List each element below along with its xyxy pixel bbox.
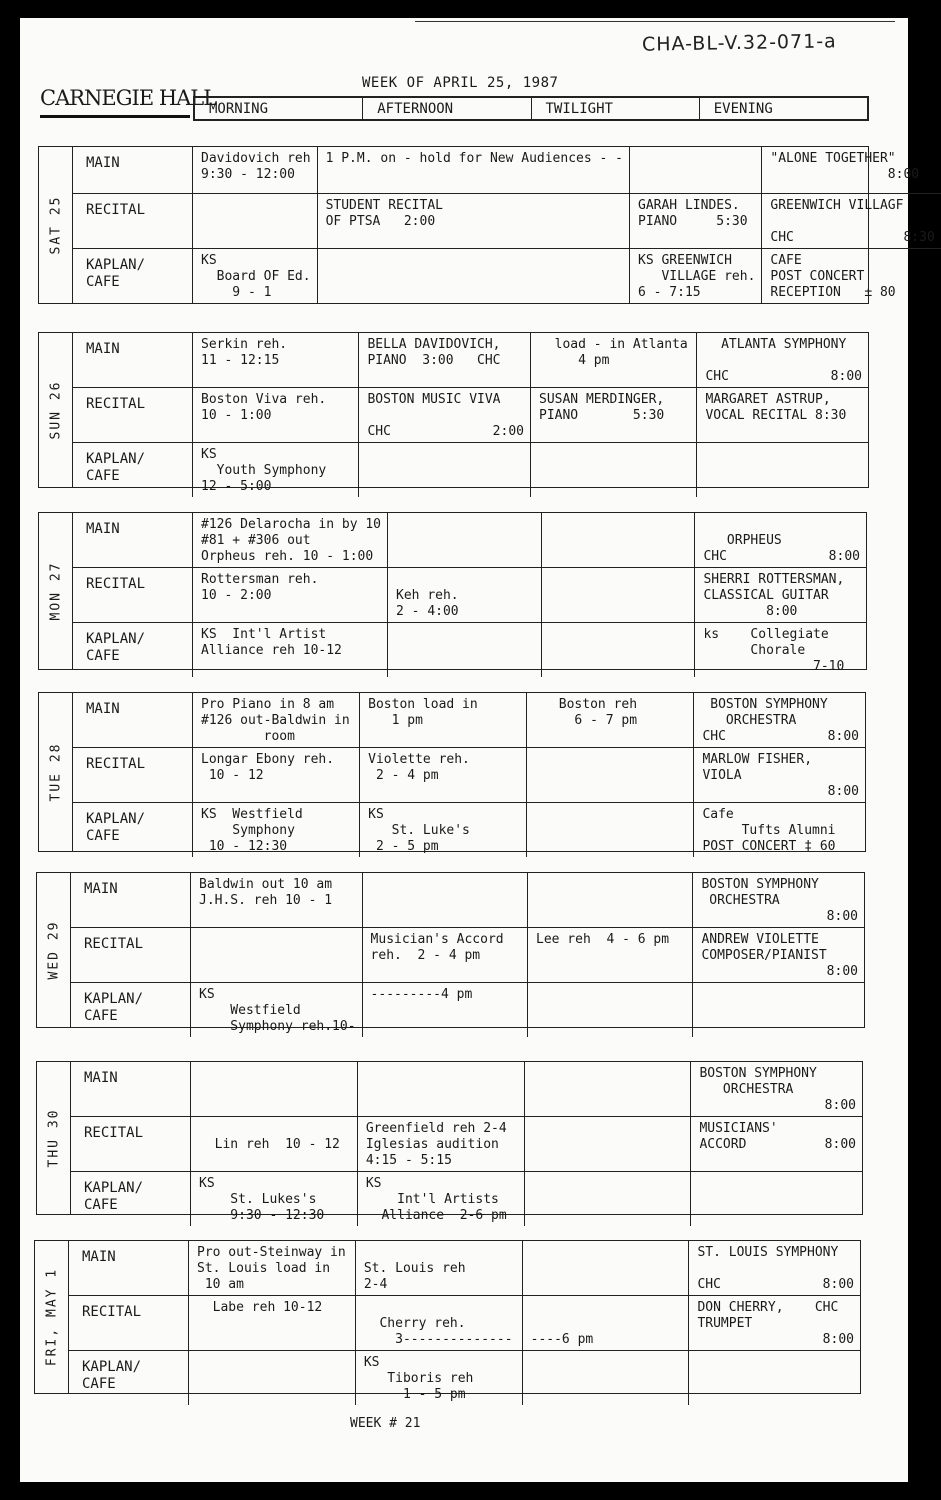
schedule-cell: "ALONE TOGETHER" 8:00 [761,147,940,193]
schedule-cell: Keh reh. 2 - 4:00 [387,567,541,622]
schedule-cell: ---------4 pm [362,982,527,1037]
day-grid [72,513,866,674]
schedule-cell: ks Collegiate Chorale 7-10 [694,622,866,677]
schedule-cell: Boston reh 6 - 7 pm [526,693,693,747]
logo-underline [40,115,190,118]
day-grid [70,1062,862,1223]
day-grid [68,1241,860,1402]
schedule-cell [192,193,317,248]
schedule-cell: KS Int'l Artist Alliance reh 10-12 [192,622,387,677]
room-label: MAIN [84,881,118,897]
schedule-cell: BELLA DAVIDOVICH, PIANO 3:00 CHC [358,333,530,387]
schedule-cell [530,442,696,497]
day-label [39,333,73,487]
schedule-cell [387,513,541,567]
schedule-cell [357,1062,524,1116]
schedule-cell: 1 P.M. on - hold for New Audiences - - [317,147,629,193]
day-label [39,693,73,851]
day-label-text: MON 27 [48,561,63,621]
schedule-cell: ST. LOUIS SYMPHONY CHC 8:00 [688,1241,860,1295]
column-header [193,96,869,121]
room-label: KAPLAN/ CAFE [72,802,192,857]
day-block [38,512,867,674]
schedule-cell: KS Board OF Ed. 9 - 1 [192,248,317,303]
room-label: RECITAL [68,1295,188,1350]
schedule-cell [696,442,868,497]
schedule-cell [688,1350,860,1405]
room-label: KAPLAN/ CAFE [72,248,192,303]
schedule-cell: GREENWICH VILLAGF CHC 8:30 [761,193,940,248]
schedule-cell: Cherry reh. 3-------------- [355,1295,522,1350]
column-afternoon: AFTERNOON [362,98,530,119]
room-label: RECITAL [72,567,192,622]
column-evening: EVENING [699,98,867,119]
schedule-cell: ORPHEUS CHC 8:00 [694,513,866,567]
day-block [38,692,866,852]
day-block [38,332,869,494]
room-label: RECITAL [72,747,192,802]
schedule-cell: Rottersman reh. 10 - 2:00 [192,567,387,622]
top-rule [415,21,895,22]
schedule-cell [317,248,629,303]
day-block [34,1240,861,1402]
schedule-cell: Musician's Accord reh. 2 - 4 pm [362,927,527,982]
day-label [35,1241,69,1393]
room-label: KAPLAN/ CAFE [70,1171,190,1226]
room-label: MAIN [86,701,120,717]
room-label: RECITAL [70,927,190,982]
schedule-cell: load - in Atlanta 4 pm [530,333,696,387]
room-label: RECITAL [72,193,192,248]
schedule-cell [527,873,692,927]
schedule-cell [541,622,695,677]
room-label: MAIN [86,521,120,537]
schedule-cell: KS Int'l Artists Alliance 2-6 pm [357,1171,524,1226]
schedule-cell: BOSTON MUSIC VIVA CHC 2:00 [358,387,530,442]
schedule-cell: Cafe Tufts Alumni POST CONCERT ‡ 60 [693,802,865,857]
day-label-text: SUN 26 [48,380,63,440]
schedule-cell: #126 Delarocha in by 10 #81 + #306 out Orpheus reh. 10 - 1:00 [192,513,387,567]
room-label: KAPLAN/ CAFE [72,622,192,677]
day-label-text: FRI, MAY 1 [44,1267,59,1367]
schedule-cell [190,1062,357,1116]
day-block [38,146,935,304]
room-label: MAIN [86,155,120,171]
day-block [36,1061,863,1223]
room-label: RECITAL [72,387,192,442]
day-label [37,873,71,1027]
schedule-cell: Longar Ebony reh. 10 - 12 [192,747,359,802]
schedule-cell: Pro Piano in 8 am #126 out-Baldwin in room [192,693,359,747]
schedule-cell: GARAH LINDES. PIANO 5:30 [629,193,761,248]
day-grid [70,873,864,1034]
schedule-cell [190,927,362,982]
day-label-text: SAT 25 [48,195,63,255]
schedule-cell: Pro out-Steinway in St. Louis load in 10 am [188,1241,355,1295]
schedule-cell: STUDENT RECITAL OF PTSA 2:00 [317,193,629,248]
catalog-number: CHA-BL-V.32-071-a [641,30,837,56]
schedule-cell [522,1350,689,1405]
schedule-cell: Lee reh 4 - 6 pm [527,927,692,982]
day-block [36,872,865,1034]
schedule-cell: SUSAN MERDINGER, PIANO 5:30 [530,387,696,442]
schedule-cell [526,747,693,802]
schedule-cell: MUSICIANS' ACCORD 8:00 [690,1116,862,1171]
day-label-text: TUE 28 [48,742,63,802]
schedule-cell [524,1116,691,1171]
schedule-cell: Boston Viva reh. 10 - 1:00 [192,387,358,442]
schedule-cell: ----6 pm [522,1295,689,1350]
schedule-cell [524,1062,691,1116]
schedule-cell: KS St. Luke's 2 - 5 pm [359,802,526,857]
schedule-cell [629,147,761,193]
schedule-cell: BOSTON SYMPHONY ORCHESTRA 8:00 [690,1062,862,1116]
schedule-cell: Boston load in 1 pm [359,693,526,747]
schedule-cell: ANDREW VIOLETTE COMPOSER/PIANIST 8:00 [692,927,864,982]
day-label-text: THU 30 [46,1108,61,1168]
schedule-cell: KS Youth Symphony 12 - 5:00 [192,442,358,497]
schedule-cell [526,802,693,857]
schedule-cell [541,567,695,622]
schedule-cell: KS Tiboris reh 1 - 5 pm [355,1350,522,1405]
room-label: KAPLAN/ CAFE [68,1350,188,1405]
day-label [39,147,73,303]
schedule-cell: CAFE POST CONCERT RECEPTION ± 80 [761,248,940,303]
schedule-cell: MARLOW FISHER, VIOLA 8:00 [693,747,865,802]
schedule-cell: St. Louis reh 2-4 [355,1241,522,1295]
schedule-cell [387,622,541,677]
day-grid [72,693,865,854]
schedule-cell: KS Westfield Symphony 10 - 12:30 [192,802,359,857]
room-label: KAPLAN/ CAFE [72,442,192,497]
schedule-cell: BOSTON SYMPHONY ORCHESTRA CHC 8:00 [693,693,865,747]
schedule-cell: Greenfield reh 2-4 Iglesias audition 4:15 - 5:15 [357,1116,524,1171]
schedule-cell: ATLANTA SYMPHONY CHC 8:00 [696,333,868,387]
schedule-cell [690,1171,862,1226]
schedule-cell: KS Westfield Symphony reh.10- [190,982,362,1037]
day-label-text: WED 29 [46,920,61,980]
carnegie-hall-logo: CARNEGIE HALL [40,86,217,110]
schedule-cell: KS GREENWICH VILLAGE reh. 6 - 7:15 [629,248,761,303]
room-label: RECITAL [70,1116,190,1171]
schedule-cell: MARGARET ASTRUP, VOCAL RECITAL 8:30 [696,387,868,442]
column-twilight: TWILIGHT [531,98,699,119]
schedule-cell: DON CHERRY, CHC TRUMPET 8:00 [688,1295,860,1350]
schedule-cell: Davidovich reh 9:30 - 12:00 [192,147,317,193]
schedule-cell: KS St. Lukes's 9:30 - 12:30 [190,1171,357,1226]
schedule-cell: Lin reh 10 - 12 [190,1116,357,1171]
schedule-cell: Baldwin out 10 am J.H.S. reh 10 - 1 [190,873,362,927]
day-grid [72,147,935,303]
room-label: MAIN [86,341,120,357]
schedule-cell [527,982,692,1037]
week-of-title: WEEK OF APRIL 25, 1987 [362,75,559,91]
room-label: MAIN [84,1070,118,1086]
schedule-cell: Serkin reh. 11 - 12:15 [192,333,358,387]
room-label: MAIN [82,1249,116,1265]
schedule-cell [541,513,695,567]
day-label [39,513,73,669]
schedule-cell: Violette reh. 2 - 4 pm [359,747,526,802]
column-morning: MORNING [209,101,269,117]
schedule-cell [522,1241,689,1295]
schedule-cell: BOSTON SYMPHONY ORCHESTRA 8:00 [692,873,864,927]
schedule-cell [524,1171,691,1226]
week-number: WEEK # 21 [350,1416,421,1431]
schedule-cell: SHERRI ROTTERSMAN, CLASSICAL GUITAR 8:00 [694,567,866,622]
room-label: KAPLAN/ CAFE [70,982,190,1037]
schedule-cell [188,1350,355,1405]
day-label [37,1062,71,1214]
schedule-cell [362,873,527,927]
schedule-cell [358,442,530,497]
day-grid [72,333,868,494]
schedule-cell: Labe reh 10-12 [188,1295,355,1350]
schedule-cell [692,982,864,1037]
